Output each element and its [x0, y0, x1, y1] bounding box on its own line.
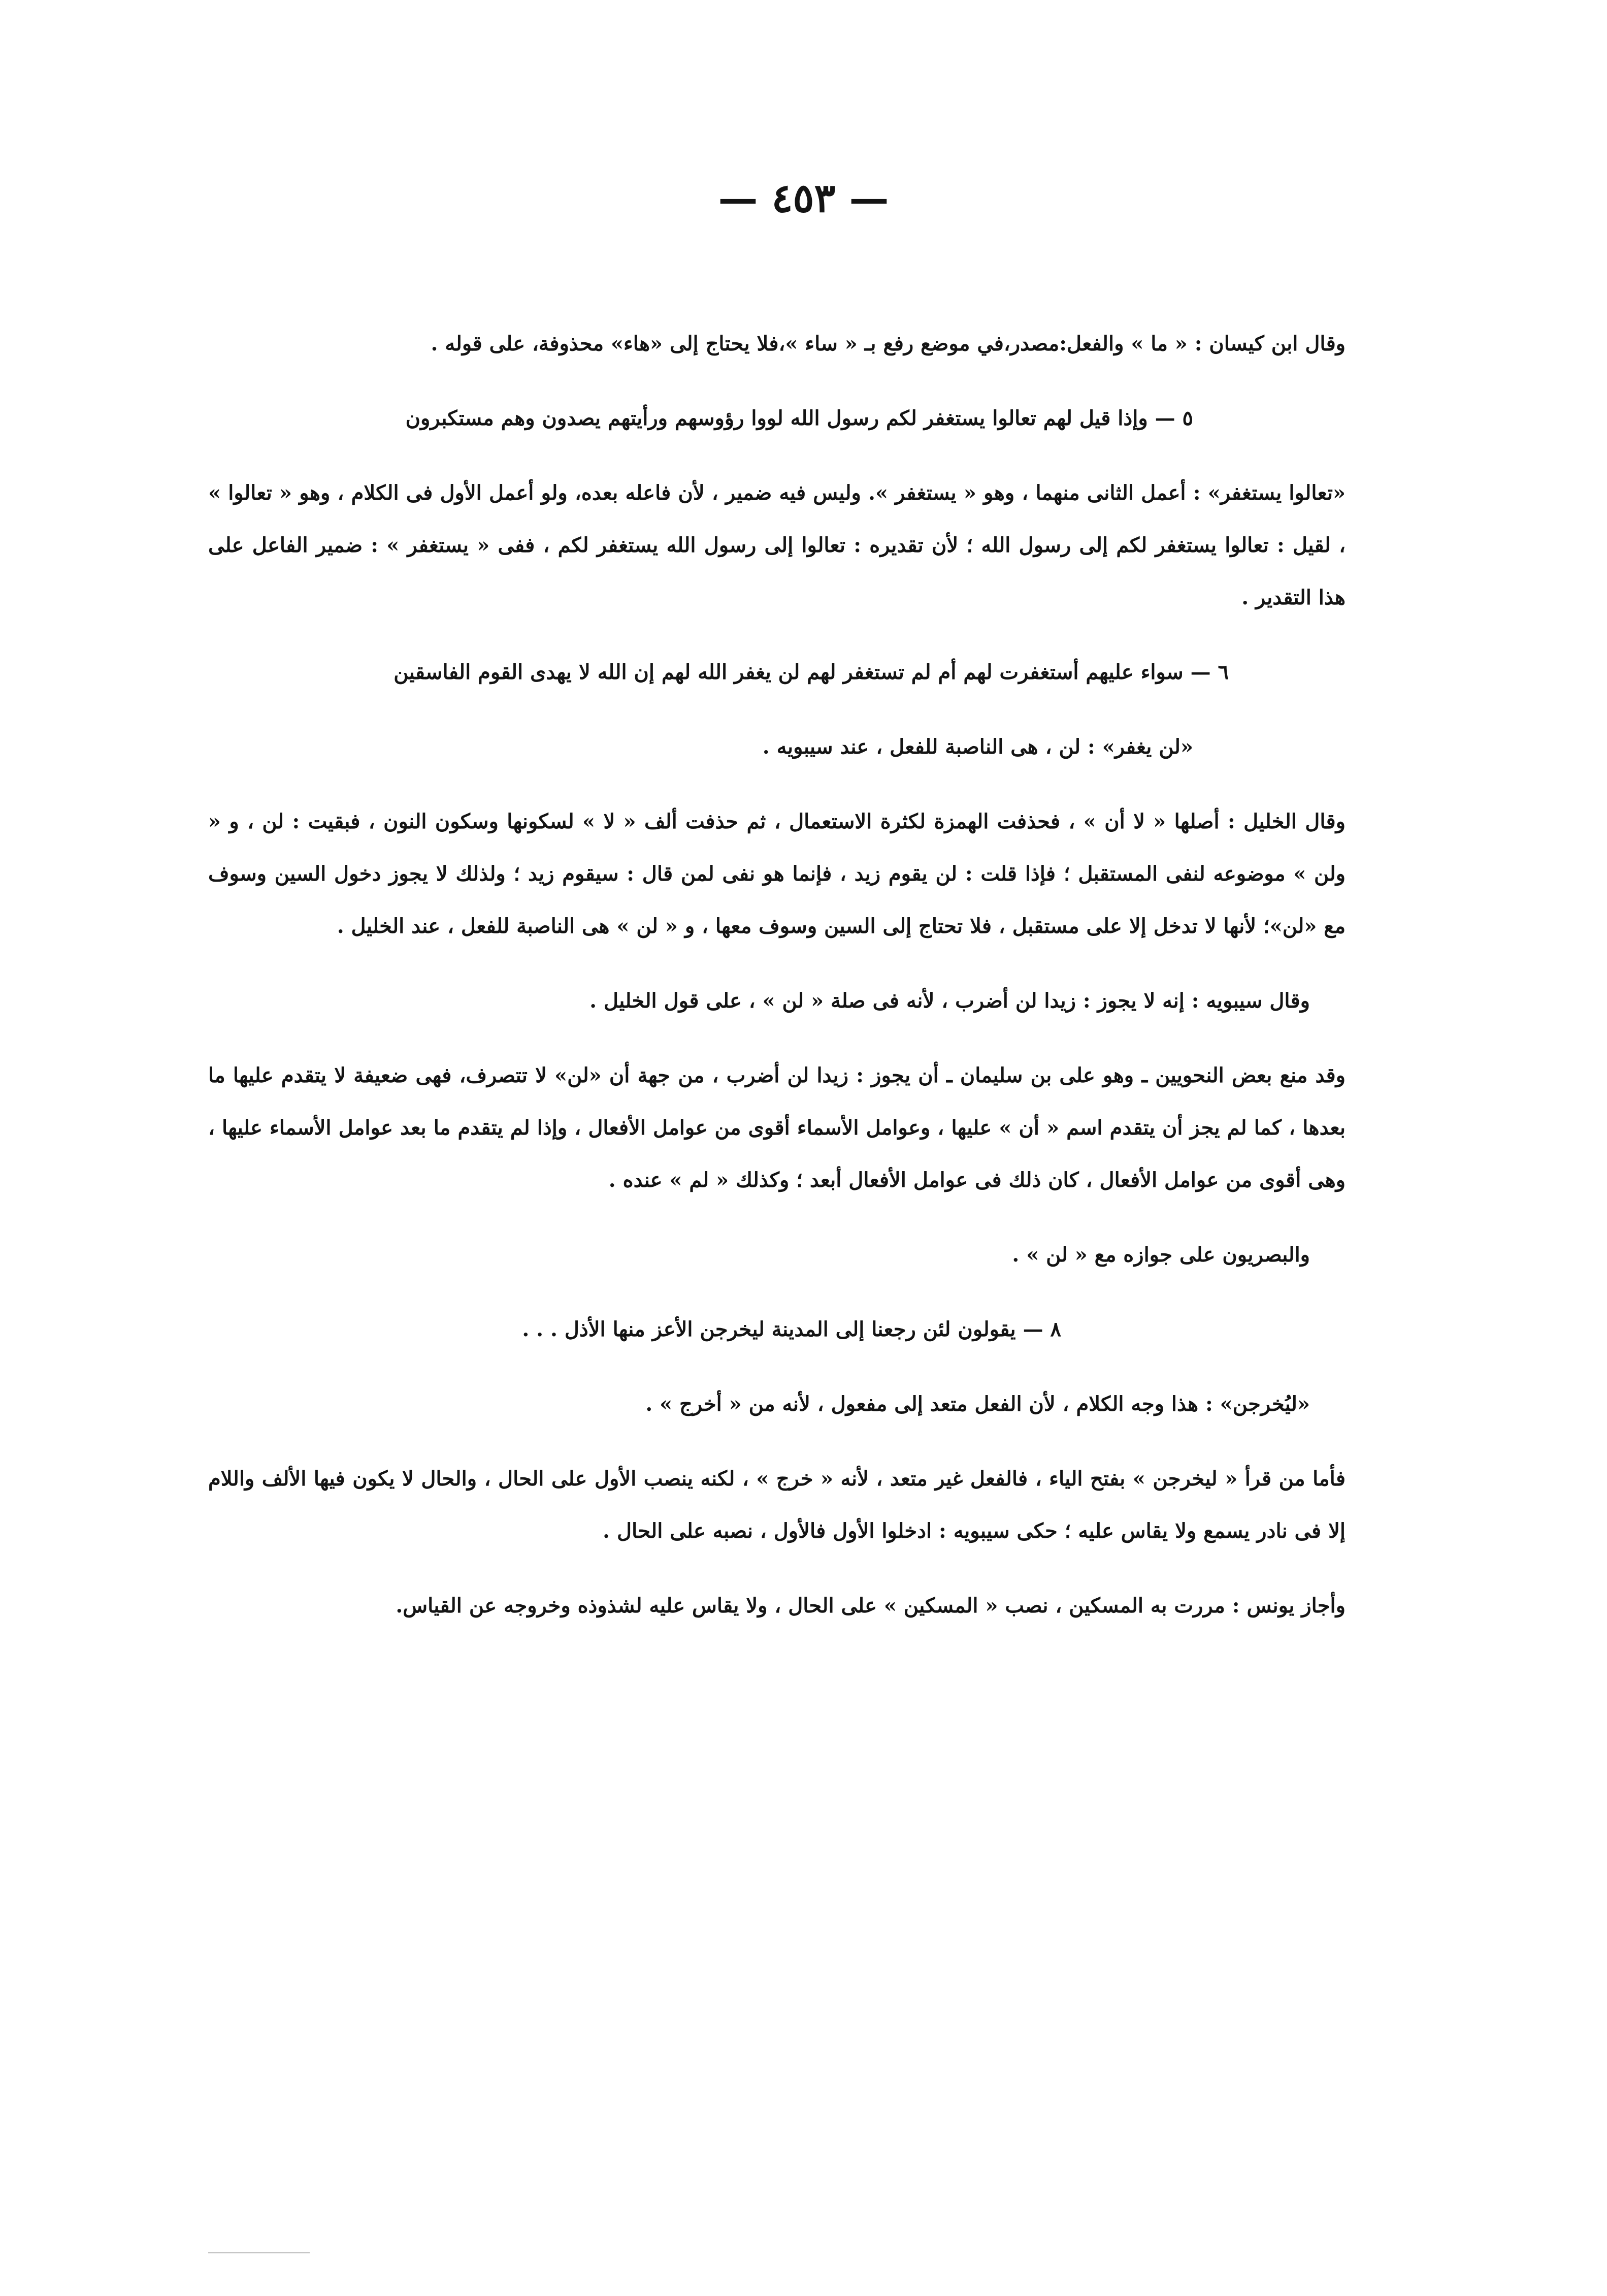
page-body: [208, 317, 1346, 1654]
paragraph: وأجاز يونس : مررت به المسكين ، نصب « المسكين » على الحال ، ولا يقاس عليه لشذوذه وخروجه عن القياس.: [396, 1594, 1346, 1618]
page-number: — ٤٥٣ —: [718, 175, 889, 221]
paragraph: وقال ابن كيسان : « ما » والفعل:مصدر،في موضع رفع بـ « ساء »،فلا يحتاج إلى «هاء» محذوفة، على قوله .: [431, 332, 1346, 355]
paragraph: «لن يغفر» : لن ، هى الناصبة للفعل ، عند سيبويه .: [762, 735, 1193, 759]
quran-verse: ٥ — وإذا قيل لهم تعالوا يستغفر لكم رسول الله لووا رؤوسهم ورأيتهم يصدون وهم مستكبرون: [405, 406, 1193, 430]
quran-verse: ٦ — سواء عليهم أستغفرت لهم أم لم تستغفر لهم لن يغفر الله لهم إن الله لا يهدى القوم الفاسقين: [393, 660, 1229, 684]
paragraph: «تعالوا يستغفر» : أعمل الثانى منهما ، وهو « يستغفر ». وليس فيه ضمير ، لأن فاعله بعده، ولو أعمل الأول فى الكلام ، وهو « تعالوا » ، لقيل : تعالوا يستغفر لكم إلى رسول الله ؛ لأن تقديره : تعالوا إلى رسول الله يستغفر لكم ، ففى « يستغفر » : ضمير الفاعل على هذا التقدير .: [208, 481, 1346, 609]
paragraph: وقد منع بعض النحويين ـ وهو على بن سليمان ـ أن يجوز : زيدا لن أضرب ، من جهة أن «لن» لا تتصرف، فهى ضعيفة لا يتقدم عليها ما بعدها ، كما لم يجز أن يتقدم اسم « أن » عليها ، وعوامل الأسماء أقوى من عوامل الأفعال ، وإذا لم يتقدم ما بعد عوامل الأسماء عليها ، وهى أقوى من عوامل الأفعال ، كان ذلك فى عوامل الأفعال أبعد ؛ وكذلك « لم » عنده .: [208, 1063, 1346, 1192]
paragraph: وقال سيبويه : إنه لا يجوز : زيدا لن أضرب ، لأنه فى صلة « لن » ، على قول الخليل .: [589, 989, 1310, 1013]
paragraph: فأما من قرأ « ليخرجن » بفتح الياء ، فالفعل غير متعد ، لأنه « خرج » ، لكنه ينصب الأول على الحال ، والحال لا يكون فيها الألف واللام إلا فى نادر يسمع ولا يقاس عليه ؛ حكى سيبويه : ادخلوا الأول فالأول ، نصبه على الحال .: [208, 1467, 1346, 1543]
paragraph: والبصريون على جوازه مع « لن » .: [1012, 1243, 1310, 1267]
paragraph: «ليُخرجن» : هذا وجه الكلام ، لأن الفعل متعد إلى مفعول ، لأنه من « أخرج » .: [645, 1392, 1310, 1416]
paragraph: وقال الخليل : أصلها « لا أن » ، فحذفت الهمزة لكثرة الاستعمال ، ثم حذفت ألف « لا » لسكونها وسكون النون ، فبقيت : لن ، و « ولن » موضوعه لنفى المستقبل ؛ فإذا قلت : لن يقوم زيد ، فإنما هو نفى لمن قال : سيقوم زيد ؛ ولذلك لا يجوز دخول السين وسوف مع «لن»؛ لأنها لا تدخل إلا على مستقبل ، فلا تحتاج إلى السين وسوف معها ، و « لن » هى الناصبة للفعل ، عند الخليل .: [208, 810, 1346, 938]
bottom-rule: [208, 2252, 310, 2253]
quran-verse: ٨ — يقولون لئن رجعنا إلى المدينة ليخرجن الأعز منها الأذل . . .: [522, 1317, 1061, 1341]
